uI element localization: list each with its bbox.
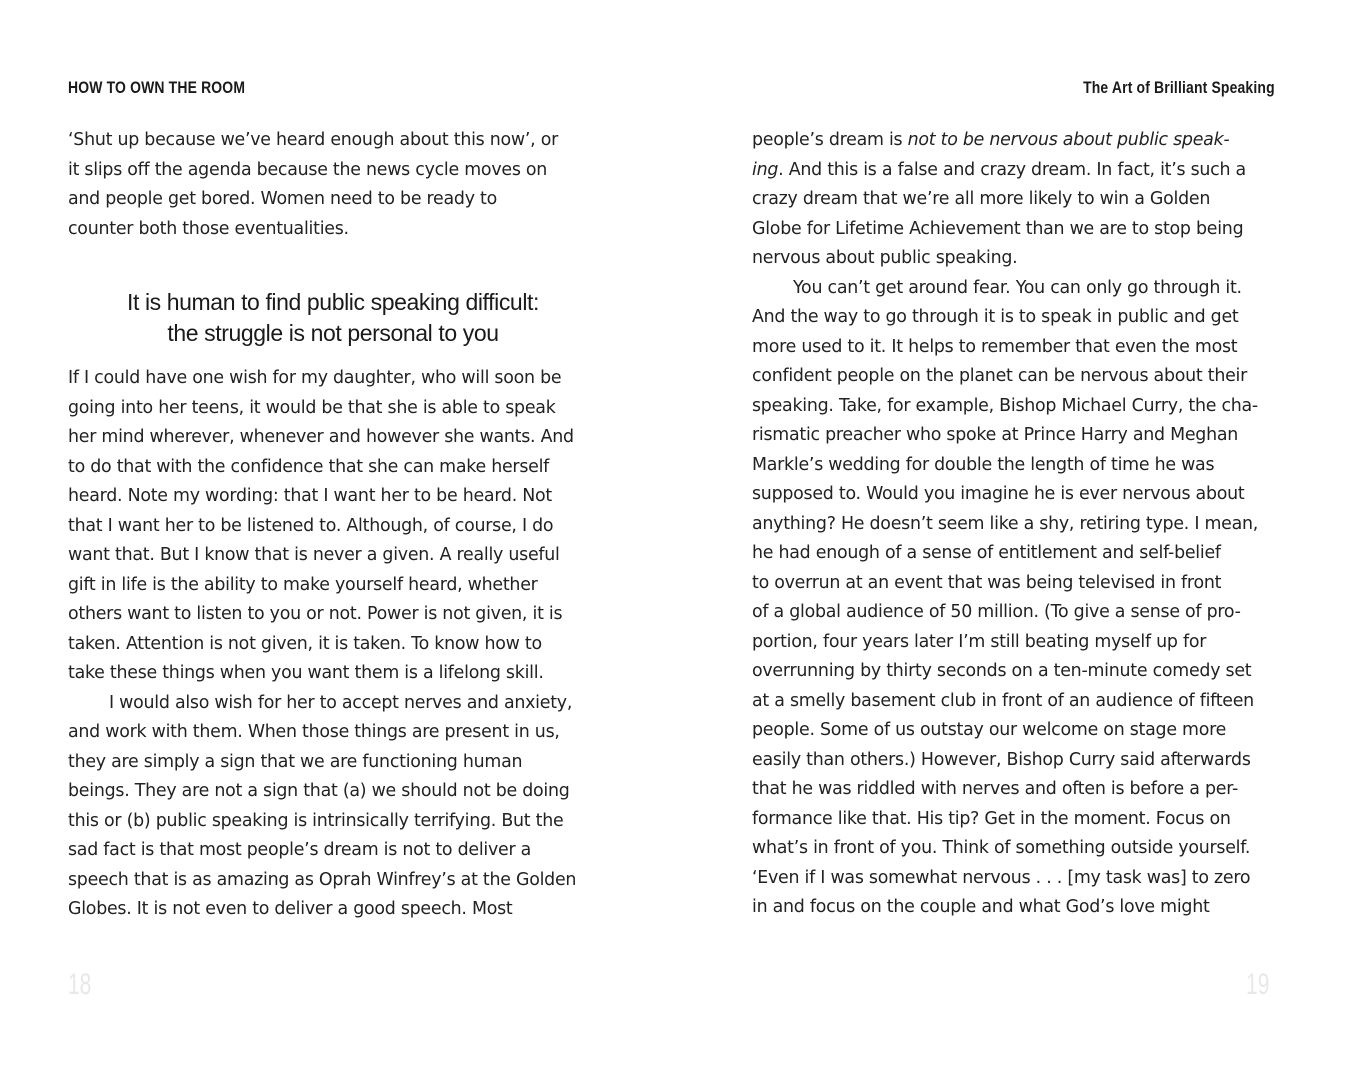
text-line: Markle’s wedding for double the length of time he was xyxy=(752,454,1215,475)
text-line: that he was riddled with nerves and often is before a per- xyxy=(752,779,1239,799)
text-line: to do that with the confidence that she can make herself xyxy=(68,456,550,477)
text-line: to overrun at an event that was being televised in front xyxy=(752,572,1222,593)
text-line: they are simply a sign that we are functioning human xyxy=(68,751,523,772)
text-line xyxy=(752,156,1275,186)
section-subheading xyxy=(68,287,598,349)
text-line: anything? He doesn’t seem like a shy, retiring type. I mean, xyxy=(752,513,1259,534)
text-line: taken. Attention is not given, it is taken. To know how to xyxy=(68,633,542,654)
text-line: easily than others.) However, Bishop Curry said afterwards xyxy=(752,749,1251,770)
text-line: I would also wish for her to accept nerves and anxiety, xyxy=(109,692,573,713)
text-line: heard. Note my wording: that I want her to be heard. Not xyxy=(68,486,552,506)
continued-paragraph xyxy=(752,126,1275,923)
text-line: speaking. Take, for example, Bishop Michael Curry, the cha- xyxy=(752,395,1258,416)
text-line: people. Some of us outstay our welcome on stage more xyxy=(752,720,1227,740)
text-line: of a global audience of 50 million. (To give a sense of pro- xyxy=(752,602,1241,622)
text-line: gift in life is the ability to make yourself heard, whether xyxy=(68,574,538,595)
opening-paragraph xyxy=(68,126,598,244)
text-line: supposed to. Would you imagine he is ever nervous about xyxy=(752,484,1245,504)
text-line: others want to listen to you or not. Power is not given, it is xyxy=(68,604,563,624)
text-line: her mind wherever, whenever and however she wants. And xyxy=(68,427,574,447)
text-line: rismatic preacher who spoke at Prince Harry and Meghan xyxy=(752,425,1239,445)
text-run: people’s dream is xyxy=(752,130,908,150)
left-page xyxy=(68,0,598,1080)
text-line: beings. They are not a sign that (a) we should not be doing xyxy=(68,781,570,801)
text-line: and work with them. When those things are present in us, xyxy=(68,722,560,742)
subheading-line: It is human to find public speaking difficult: xyxy=(126,289,540,315)
text-line: speech that is as amazing as Oprah Winfrey’s at the Golden xyxy=(68,869,577,890)
text-line: formance like that. His tip? Get in the moment. Focus on xyxy=(752,808,1231,829)
text-line: And the way to go through it is to speak in public and get xyxy=(752,307,1239,327)
text-line: counter both those eventualities. xyxy=(68,218,349,239)
text-line: what’s in front of you. Think of something outside yourself. xyxy=(752,838,1251,858)
text-line: he had enough of a sense of entitlement and self-belief xyxy=(752,543,1221,563)
section-body xyxy=(68,364,598,925)
text-line: ‘Even if I was somewhat nervous . . . [my task was] to zero xyxy=(752,867,1251,888)
text-line: sad fact is that most people’s dream is not to deliver a xyxy=(68,840,532,860)
text-line: ‘Shut up because we’ve heard enough about this now’, or xyxy=(68,130,559,150)
right-page xyxy=(752,0,1275,1080)
subheading-line: the struggle is not personal to you xyxy=(167,320,499,346)
text-line: in and focus on the couple and what God’s love might xyxy=(752,897,1210,917)
text-line: Globe for Lifetime Achievement than we are to stop being xyxy=(752,218,1244,239)
text-line: going into her teens, it would be that she is able to speak xyxy=(68,397,556,418)
text-line: crazy dream that we’re all more likely to win a Golden xyxy=(752,189,1211,209)
page-number: 18 xyxy=(68,968,92,1001)
italic-text-run: not to be nervous about public speak- xyxy=(907,130,1230,150)
text-line: Globes. It is not even to deliver a good speech. Most xyxy=(68,899,513,919)
text-line: that I want her to be listened to. Although, of course, I do xyxy=(68,515,554,536)
text-line xyxy=(752,126,1275,156)
text-run: . And this is a false and crazy dream. In fact, it’s such a xyxy=(778,159,1246,180)
italic-text-run: ing xyxy=(752,159,779,180)
text-line: You can’t get around fear. You can only go through it. xyxy=(793,277,1242,298)
text-line: it slips off the agenda because the news cycle moves on xyxy=(68,159,548,180)
text-line: at a smelly basement club in front of an audience of fifteen xyxy=(752,690,1254,711)
text-line: confident people on the planet can be nervous about their xyxy=(752,366,1248,386)
text-line: If I could have one wish for my daughter, who will soon be xyxy=(68,368,562,388)
page-number: 19 xyxy=(1245,968,1269,1001)
text-line: take these things when you want them is a lifelong skill. xyxy=(68,663,544,683)
text-line: overrunning by thirty seconds on a ten-minute comedy set xyxy=(752,661,1252,681)
running-head-chapter-title: The Art of Brilliant Speaking xyxy=(1083,78,1275,97)
text-line: and people get bored. Women need to be ready to xyxy=(68,189,497,209)
text-line: this or (b) public speaking is intrinsically terrifying. But the xyxy=(68,810,564,831)
text-line: more used to it. It helps to remember that even the most xyxy=(752,336,1238,357)
running-head-book-title: HOW TO OWN THE ROOM xyxy=(68,78,246,97)
text-line: portion, four years later I’m still beating myself up for xyxy=(752,631,1207,652)
text-line: want that. But I know that is never a given. A really useful xyxy=(68,545,560,565)
text-line: nervous about public speaking. xyxy=(752,248,1018,268)
